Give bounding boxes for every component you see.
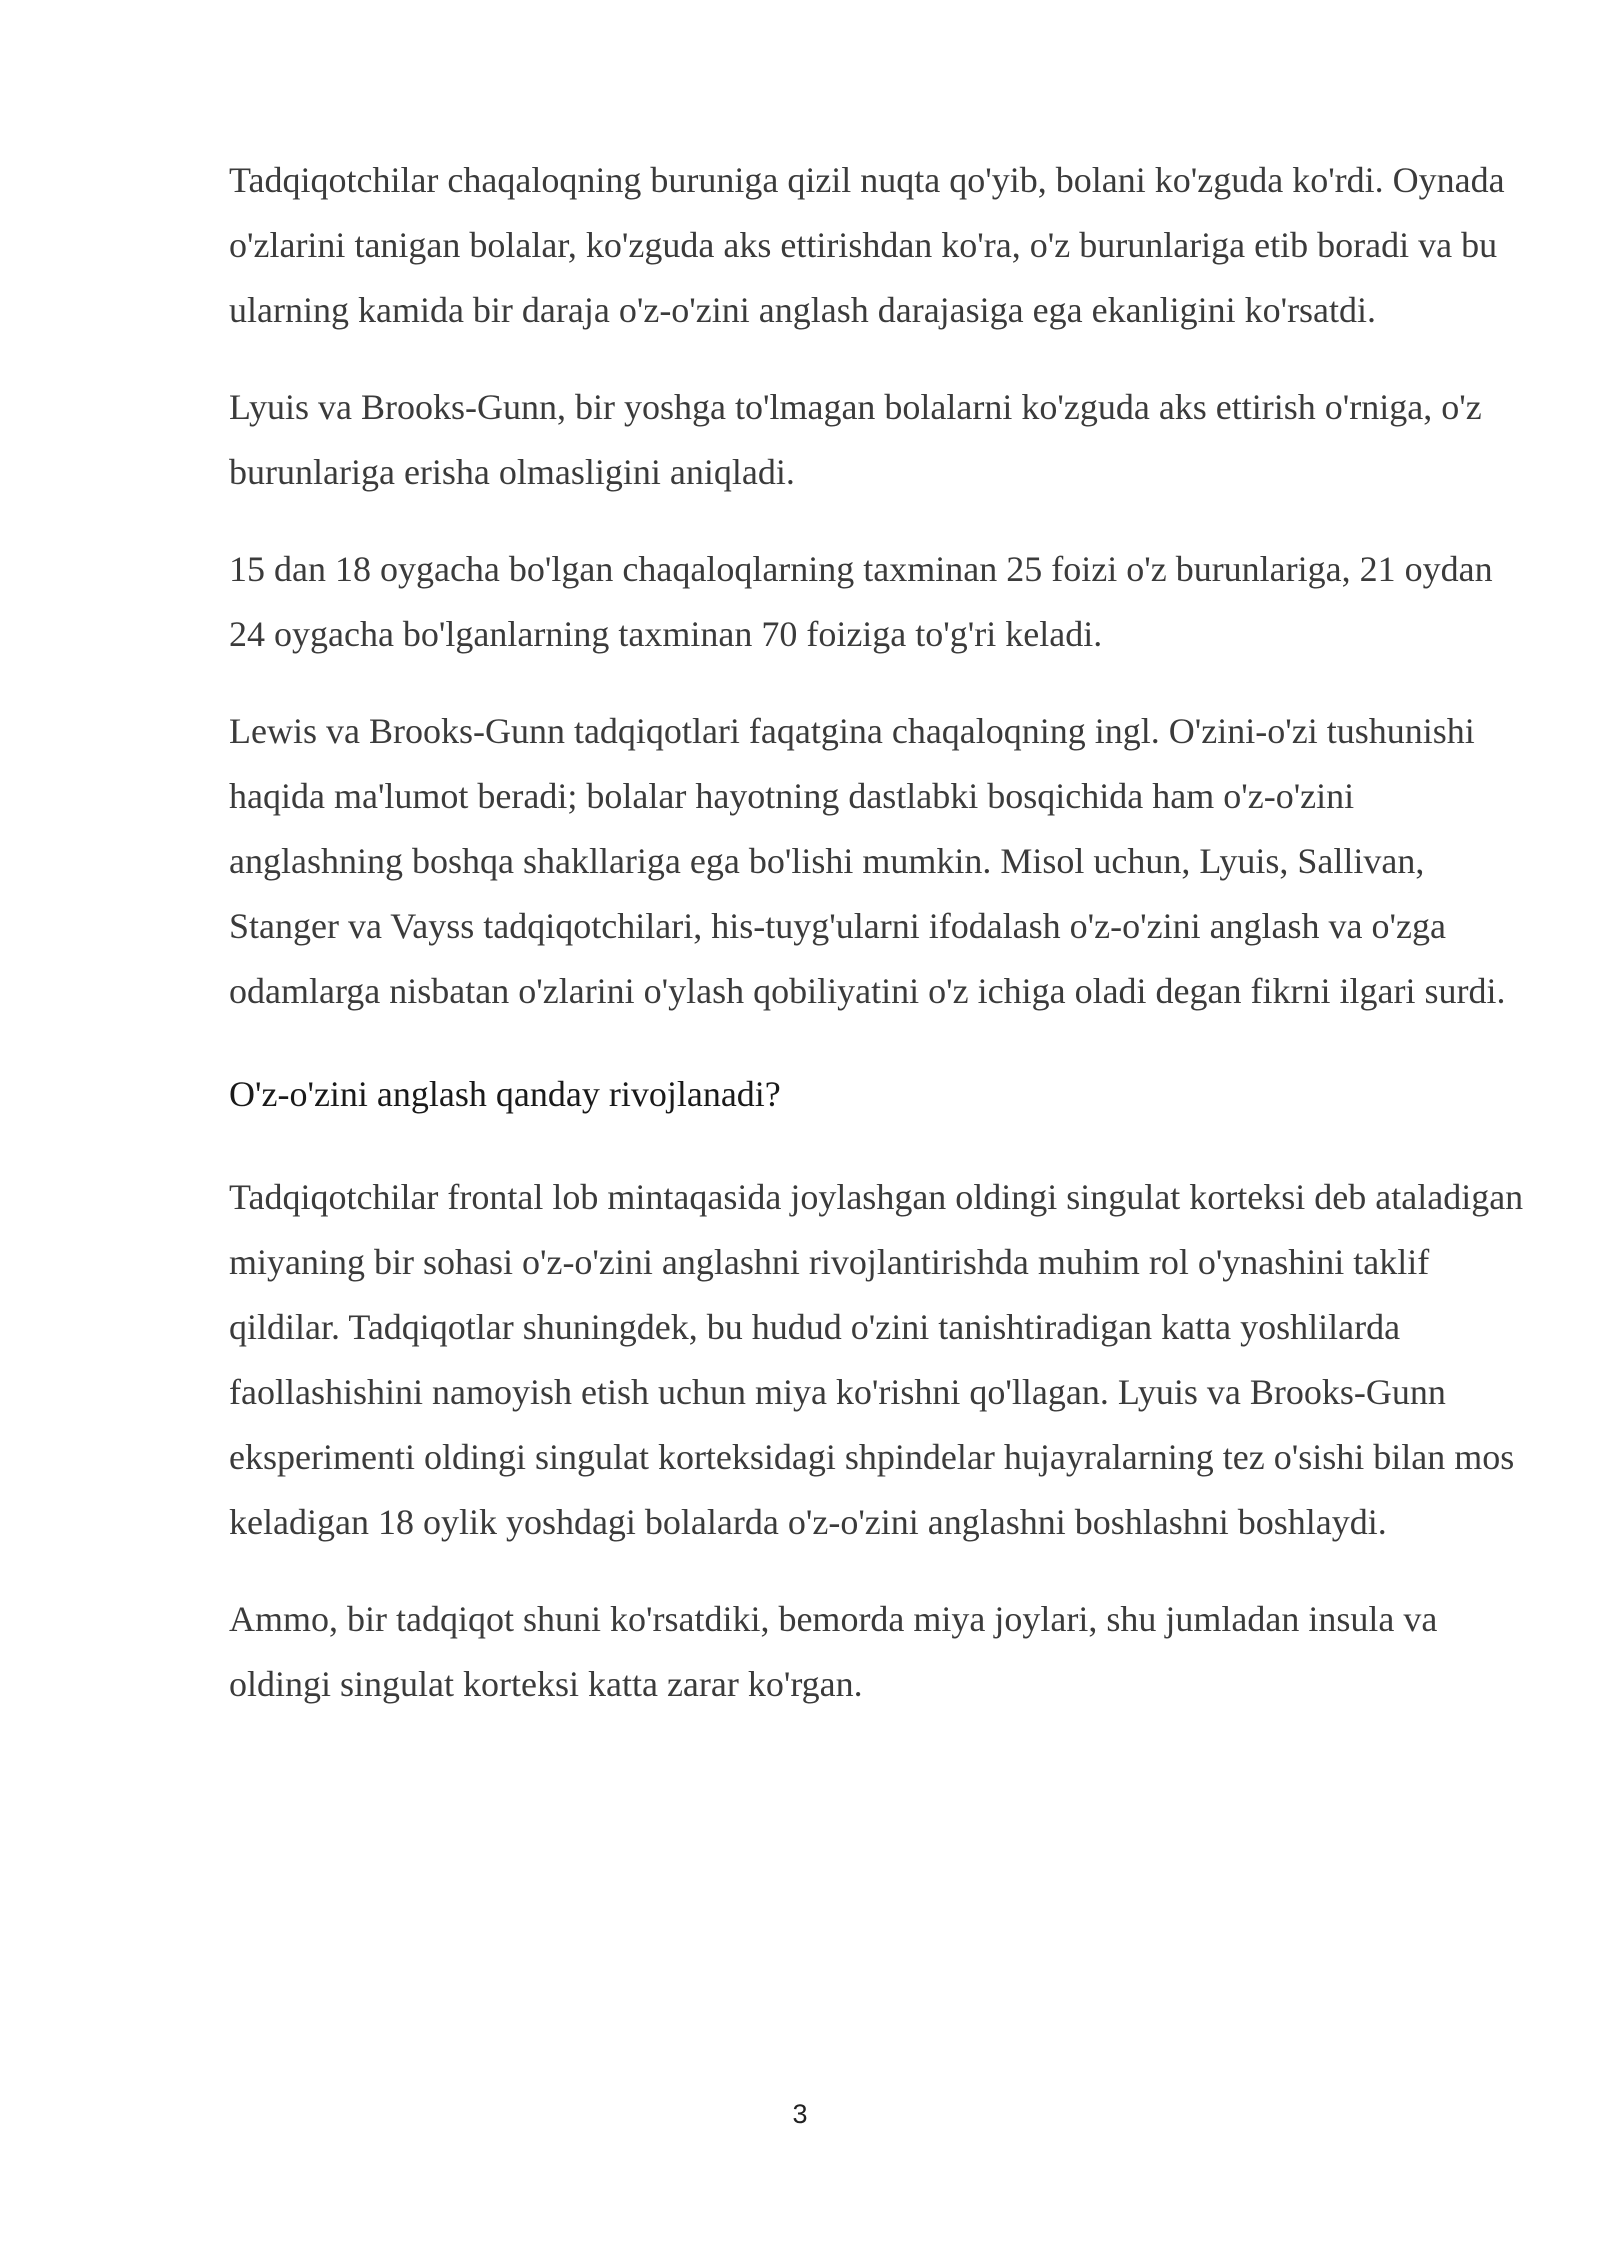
- paragraph-mirror-test: Tadqiqotchilar chaqaloqning buruniga qizil nuqta qo'yib, bolani ko'zguda ko'rdi. Oynada o'zlarini tanigan bolalar, ko'zguda aks ettirishdan ko'ra, o'z burunlariga etib boradi va bu ularning kamida bir daraja o'z-o'zini anglash darajasiga ega ekanligini ko'rsatdi.: [229, 160, 1505, 330]
- paragraph-insula-study: Ammo, bir tadqiqot shuni ko'rsatdiki, bemorda miya joylari, shu jumladan insula va oldingi singulat korteksi katta zarar ko'rgan.: [229, 1599, 1438, 1704]
- paragraph-age-percentages: 15 dan 18 oygacha bo'lgan chaqaloqlarning taxminan 25 foizi o'z burunlariga, 21 oydan 24 oygacha bo'lganlarning taxminan 70 foiziga to'g'ri keladi.: [229, 549, 1493, 654]
- paragraph-anterior-cingulate: Tadqiqotchilar frontal lob mintaqasida joylashgan oldingi singulat korteksi deb ataladigan miyaning bir sohasi o'z-o'zini anglashni rivojlantirishda muhim rol o'ynashini taklif qildilar. Tadqiqotlar shuningdek, bu hudud o'zini tanishtiradigan katta yoshlilarda faollashishini namoyish etish uchun miya ko'rishni qo'llagan. Lyuis va Brooks-Gunn eksperimenti oldingi singulat korteksidagi shpindelar hujayralarning tez o'sishi bilan mos keladigan 18 oylik yoshdagi bolalarda o'z-o'zini anglashni boshlashni boshlaydi.: [229, 1177, 1524, 1542]
- document-body: [229, 148, 1529, 1749]
- page-number: 3: [792, 2099, 808, 2129]
- section-heading: O'z-o'zini anglash qanday rivojlanadi?: [229, 1074, 781, 1114]
- paragraph-self-understanding: Lewis va Brooks-Gunn tadqiqotlari faqatgina chaqaloqning ingl. O'zini-o'zi tushunishi haqida ma'lumot beradi; bolalar hayotning dastlabki bosqichida ham o'z-o'zini anglashning boshqa shakllariga ega bo'lishi mumkin. Misol uchun, Lyuis, Sallivan, Stanger va Vayss tadqiqotchilari, his-tuyg'ularni ifodalash o'z-o'zini anglash va o'zga odamlarga nisbatan o'zlarini o'ylash qobiliyatini o'z ichiga oladi degan fikrni ilgari surdi.: [229, 711, 1506, 1011]
- paragraph-lewis-brooks-gunn: Lyuis va Brooks-Gunn, bir yoshga to'lmagan bolalarni ko'zguda aks ettirish o'rniga, o'z burunlariga erisha olmasligini aniqladi.: [229, 387, 1482, 492]
